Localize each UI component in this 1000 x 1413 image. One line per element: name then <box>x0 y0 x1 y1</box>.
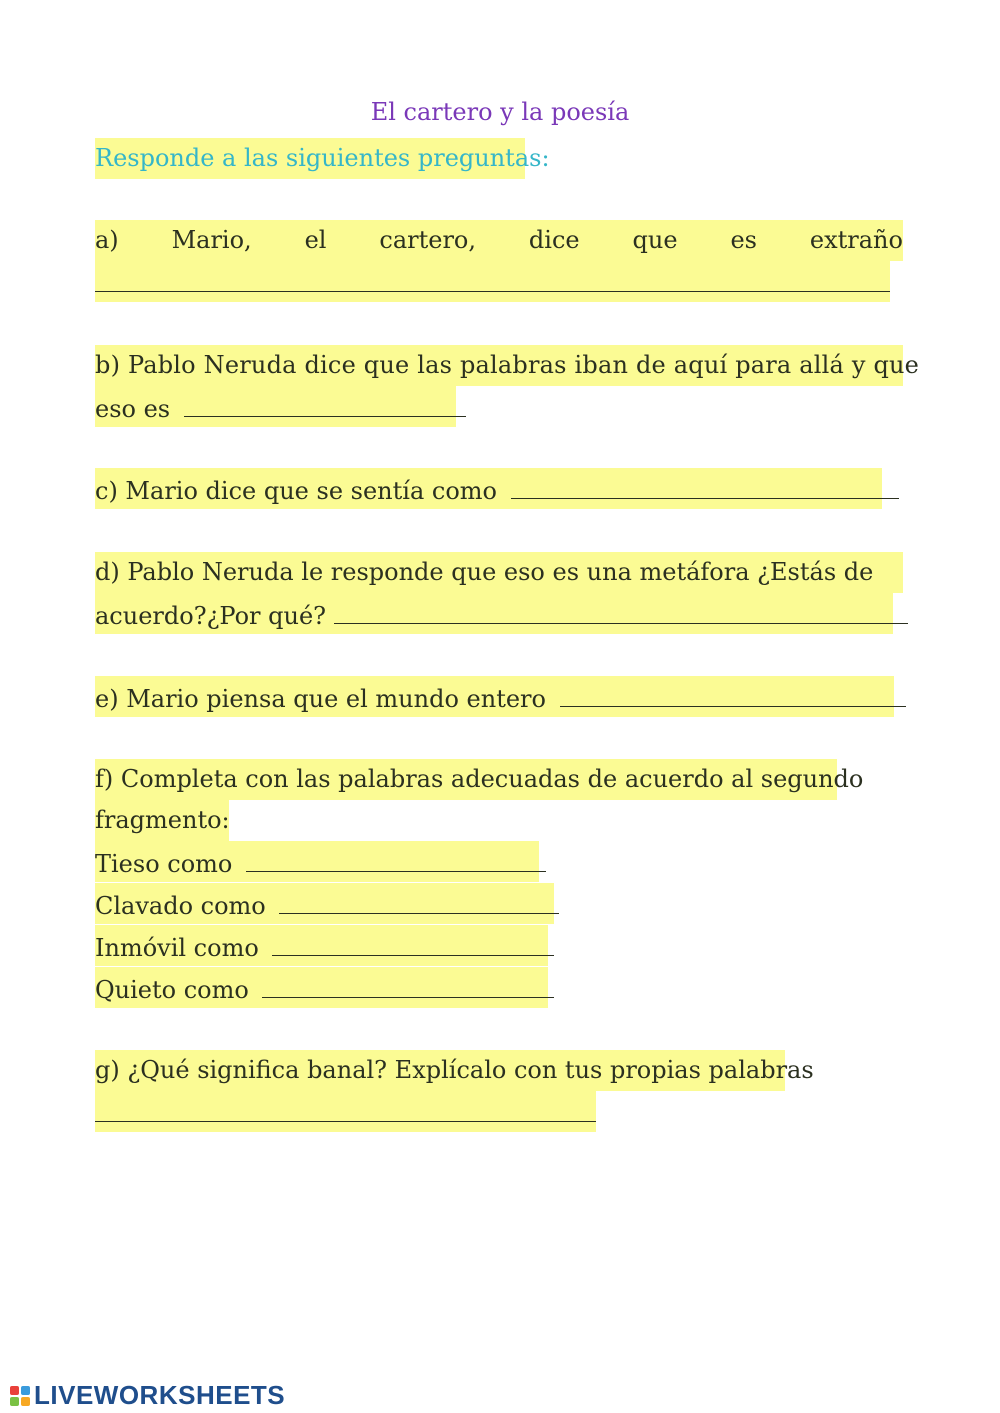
question-f-item-label: Quieto como <box>95 976 249 1004</box>
question-f-line1: f) Completa con las palabras adecuadas de acuerdo al segundo <box>95 759 837 800</box>
answer-e-blank[interactable] <box>560 676 906 707</box>
answer-c-blank[interactable] <box>511 468 899 499</box>
answer-b-blank[interactable] <box>184 386 466 417</box>
answer-f2-blank[interactable] <box>279 883 559 914</box>
question-f-item-label: Tieso como <box>95 850 233 878</box>
question-a-word: cartero, <box>379 226 477 254</box>
question-a <box>95 220 903 261</box>
page-title: El cartero y la poesía <box>370 98 630 126</box>
question-a-word: el <box>304 226 327 254</box>
instructions: Responde a las siguientes preguntas: <box>95 138 525 179</box>
answer-d-blank[interactable] <box>334 593 908 624</box>
answer-a-blank[interactable] <box>95 269 890 292</box>
question-c <box>95 468 882 509</box>
question-e <box>95 676 894 717</box>
answer-g-blank[interactable] <box>95 1099 596 1122</box>
question-b-line2 <box>95 386 456 427</box>
question-d-line2 <box>95 593 893 634</box>
question-b-label: eso es <box>95 395 171 423</box>
question-f-item-label: Inmóvil como <box>95 934 259 962</box>
brand-name: LIVEWORKSHEETS <box>34 1380 286 1410</box>
brand-logo <box>10 1380 285 1411</box>
question-b-line1: b) Pablo Neruda dice que las palabras iban de aquí para allá y que <box>95 345 903 386</box>
question-e-label: e) Mario piensa que el mundo entero <box>95 685 546 713</box>
question-f-line2: fragmento: <box>95 800 229 841</box>
answer-f3-blank[interactable] <box>272 925 554 956</box>
question-f-item <box>95 967 548 1008</box>
question-f-item <box>95 883 554 924</box>
answer-f4-blank[interactable] <box>262 967 554 998</box>
question-a-word: que <box>632 226 678 254</box>
question-c-label: c) Mario dice que se sentía como <box>95 477 497 505</box>
answer-f1-blank[interactable] <box>246 841 546 872</box>
question-f-item <box>95 925 548 966</box>
question-a-word: es <box>730 226 757 254</box>
answer-a-row <box>95 261 890 302</box>
question-a-word: Mario, <box>171 226 252 254</box>
question-d-label: acuerdo?¿Por qué? <box>95 602 327 630</box>
question-f-item <box>95 841 539 882</box>
question-a-word: extraño <box>809 226 903 254</box>
question-a-word: dice <box>528 226 580 254</box>
answer-g-row <box>95 1091 596 1132</box>
question-g: g) ¿Qué significa banal? Explícalo con tus propias palabras <box>95 1050 785 1091</box>
question-d-line1: d) Pablo Neruda le responde que eso es una metáfora ¿Estás de <box>95 552 903 593</box>
logo-blocks-icon <box>10 1386 30 1406</box>
question-a-word: a) <box>95 226 119 254</box>
question-f-item-label: Clavado como <box>95 892 266 920</box>
